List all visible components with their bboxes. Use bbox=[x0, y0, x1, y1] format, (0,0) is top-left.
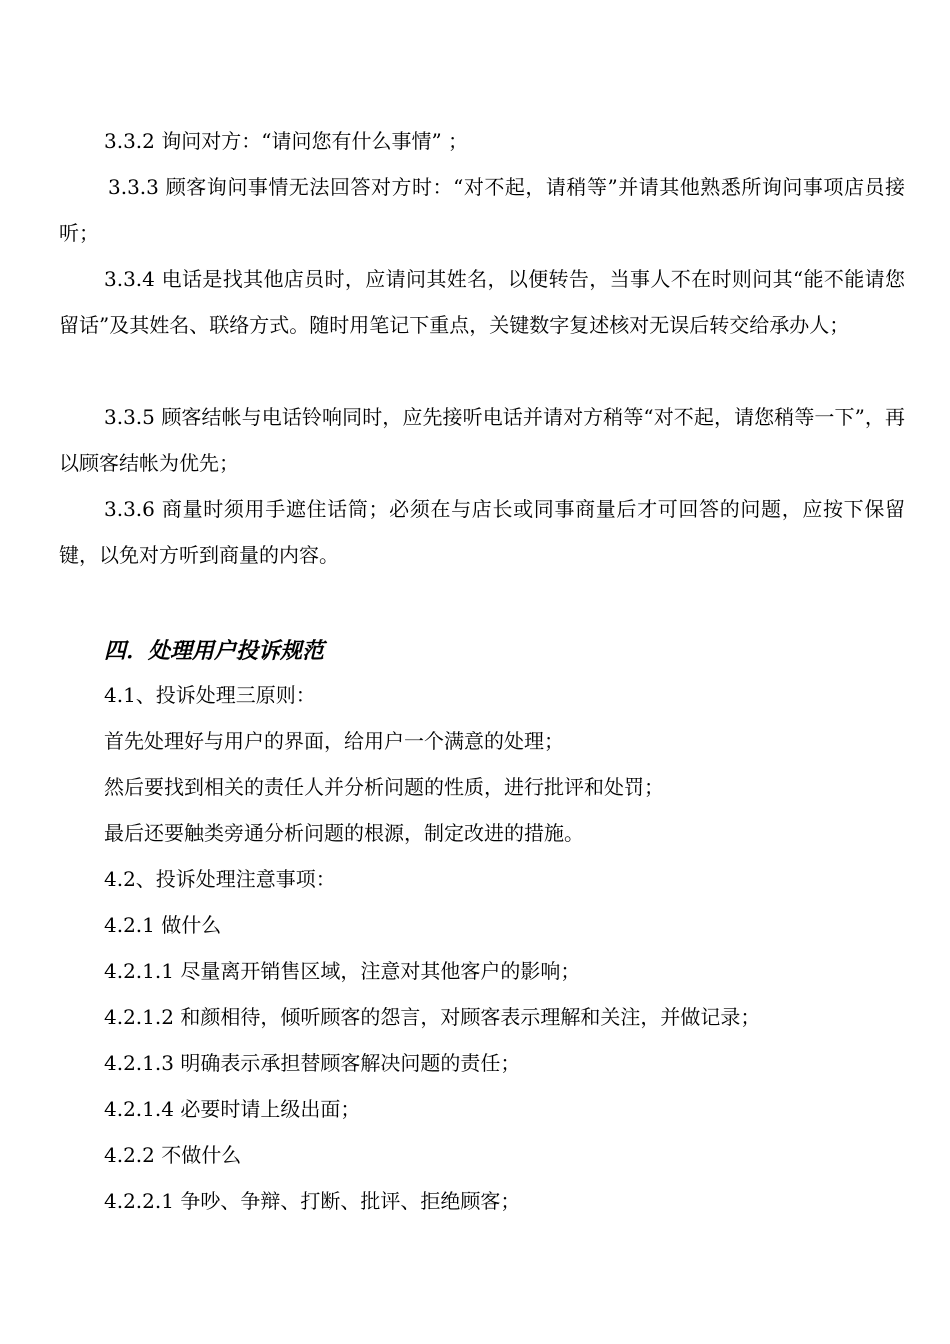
list-item: 4.2.1.1 尽量离开销售区域，注意对其他客户的影响； bbox=[104, 959, 581, 983]
list-item: 然后要找到相关的责任人并分析问题的性质，进行批评和处罚； bbox=[104, 775, 664, 799]
paragraph-3-3-4: 3.3.4 电话是找其他店员时，应请问其姓名，以便转告，当事人不在时则问其“能不能请您留话”及其姓名、联络方式。随时用笔记下重点，关键数字复述核对无误后转交给承办人； bbox=[59, 267, 905, 337]
list-item: 最后还要触类旁通分析问题的根源，制定改进的措施。 bbox=[104, 821, 584, 845]
list-item: 4.2.2.1 争吵、争辩、打断、批评、拒绝顾客； bbox=[104, 1189, 521, 1213]
list-item: 4.2.1.4 必要时请上级出面； bbox=[104, 1097, 361, 1121]
list-item: 4.2.1 做什么 bbox=[104, 913, 222, 937]
paragraph-3-3-3: 3.3.3 顾客询问事情无法回答对方时：“对不起，请稍等”并请其他熟悉所询问事项店员接听； bbox=[59, 175, 905, 245]
section-heading: 四．处理用户投诉规范 bbox=[104, 638, 325, 664]
list-item: 4.2、投诉处理注意事项： bbox=[104, 867, 336, 891]
list-item: 首先处理好与用户的界面，给用户一个满意的处理； bbox=[104, 729, 564, 753]
paragraph-3-3-6: 3.3.6 商量时须用手遮住话筒；必须在与店长或同事商量后才可回答的问题，应按下保留键，以免对方听到商量的内容。 bbox=[59, 497, 905, 567]
list-item: 4.1、投诉处理三原则： bbox=[104, 683, 316, 707]
list-item: 4.2.2 不做什么 bbox=[104, 1143, 242, 1167]
list-item: 4.2.1.3 明确表示承担替顾客解决问题的责任； bbox=[104, 1051, 521, 1075]
list-item: 4.2.1.2 和颜相待，倾听顾客的怨言，对顾客表示理解和关注，并做记录； bbox=[104, 1005, 761, 1029]
paragraph-3-3-5: 3.3.5 顾客结帐与电话铃响同时，应先接听电话并请对方稍等“对不起，请您稍等一下”，再以顾客结帐为优先； bbox=[59, 405, 905, 475]
paragraph-3-3-2: 3.3.2 询问对方：“请问您有什么事情” ； bbox=[104, 129, 469, 153]
